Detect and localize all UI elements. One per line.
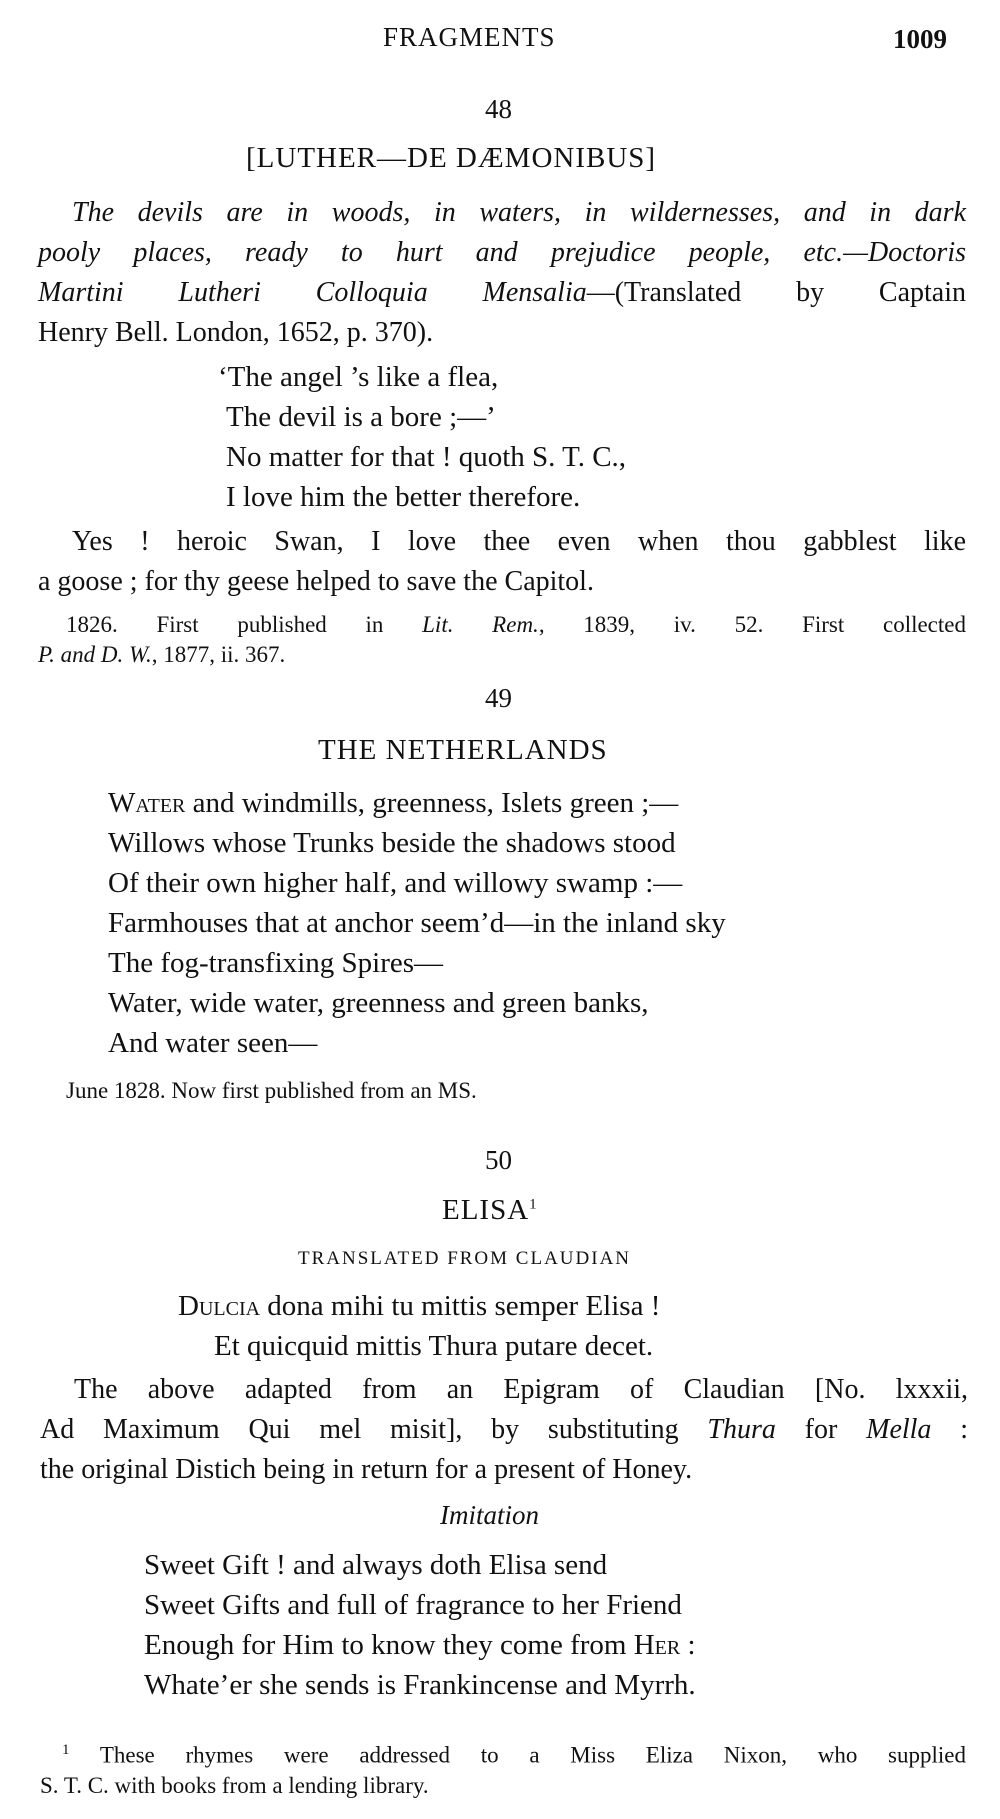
latin-line <box>178 1286 838 1326</box>
fragment-50-imitation <box>144 1545 696 1705</box>
footnote-marker: 1 <box>62 1742 70 1758</box>
verse-line: The fog-transfixing Spires— <box>108 947 444 979</box>
prose-text: for <box>775 1414 867 1445</box>
fragment-49-number: 49 <box>485 683 512 713</box>
verse-text: and windmills, greenness, Islets green ;— <box>185 787 679 819</box>
verse-line: Of their own higher half, and willowy swamp :— <box>108 867 683 899</box>
verse-line: Whate’er she sends is Frankincense and Myrrh. <box>144 1669 696 1701</box>
footnote <box>40 1735 966 1801</box>
fragment-49-note: June 1828. Now first published from an MS. <box>66 1078 477 1103</box>
prose-line <box>40 1410 968 1450</box>
verse-line: And water seen— <box>108 1027 318 1059</box>
prose-italic: Mella <box>866 1414 932 1445</box>
footnote-reference: 1 <box>529 1196 538 1213</box>
verse-line: The devil is a bore ;—’ <box>226 401 496 433</box>
verse-line: Sweet Gift ! and always doth Elisa send <box>144 1549 608 1581</box>
prose-text: Ad Maximum Qui mel misit], by substituting <box>40 1414 708 1445</box>
prose-line: the original Distich being in return for a present of Honey. <box>40 1454 693 1485</box>
fragment-49-verse <box>108 783 726 1063</box>
fragment-50-title <box>442 1194 538 1227</box>
intro-line <box>38 273 966 313</box>
fragment-48-note <box>38 610 966 670</box>
latin-line: Et quicquid mittis Thura putare decet. <box>214 1330 654 1362</box>
verse-line <box>144 1625 696 1665</box>
verse-line: Water, wide water, greenness and green banks, <box>108 987 649 1019</box>
prose-line: Yes ! heroic Swan, I love thee even when thou gabblest like <box>72 526 966 557</box>
note-italic: P. and D. W. <box>38 642 152 667</box>
intro-line-roman: —(Translated by Captain <box>586 277 966 308</box>
fragment-48-prose <box>38 522 966 602</box>
fragment-48-number: 48 <box>485 94 512 124</box>
verse-line: ‘The angel ’s like a flea, <box>218 361 499 393</box>
note-italic: Lit. Rem. <box>422 612 539 637</box>
verse-line: Willows whose Trunks beside the shadows stood <box>108 827 676 859</box>
footnote-line: S. T. C. with books from a lending library. <box>40 1772 429 1798</box>
prose-line: a goose ; for thy geese helped to save the Capitol. <box>38 566 594 597</box>
footnote-text: These rhymes were addressed to a Miss Eliza Nixon, who supplied <box>69 1742 966 1768</box>
fragment-48-title: [LUTHER—DE DÆMONIBUS] <box>246 142 657 174</box>
verse-text: : <box>680 1629 696 1661</box>
note-text: , 1839, iv. 52. First collected <box>538 612 966 637</box>
note-text: , 1877, ii. 367. <box>151 642 286 667</box>
intro-line-italic: Martini Lutheri Colloquia Mensalia <box>38 277 587 308</box>
latin-text: dona mihi tu mittis semper Elisa ! <box>260 1290 661 1322</box>
verse-line: I love him the better therefore. <box>226 481 581 513</box>
note-text: 1826. First published in <box>66 612 423 637</box>
intro-line: The devils are in woods, in waters, in wildernesses, and in dark <box>72 197 966 228</box>
fragment-50-subtitle: TRANSLATED FROM CLAUDIAN <box>298 1248 632 1269</box>
intro-line: pooly places, ready to hurt and prejudice people, etc.—Doctoris <box>38 237 966 268</box>
fragment-50-number: 50 <box>485 1145 512 1175</box>
verse-text: Enough for Him to know they come from <box>144 1629 634 1661</box>
imitation-heading: Imitation <box>440 1500 539 1530</box>
fragment-49-title: THE NETHERLANDS <box>318 734 608 766</box>
verse-first-word: Water <box>108 787 186 819</box>
verse-smallcaps: Her <box>633 1629 681 1661</box>
prose-text: : <box>931 1414 969 1445</box>
note-line <box>38 640 966 670</box>
verse-line: No matter for that ! quoth S. T. C., <box>226 441 627 473</box>
intro-line: Henry Bell. London, 1652, p. 370). <box>38 317 434 348</box>
footnote-line <box>40 1735 966 1771</box>
title-text: ELISA <box>442 1194 530 1226</box>
page-number: 1009 <box>893 24 947 54</box>
verse-line: Sweet Gifts and full of fragrance to her Friend <box>144 1589 682 1621</box>
prose-italic: Thura <box>707 1414 776 1445</box>
fragment-48-verse <box>218 357 627 517</box>
verse-line: Farmhouses that at anchor seem’d—in the inland sky <box>108 907 726 939</box>
note-line <box>38 610 966 640</box>
running-header-title: FRAGMENTS <box>383 22 556 52</box>
fragment-50-prose <box>40 1370 968 1490</box>
fragment-48-intro <box>38 193 966 353</box>
latin-first-word: Dulcia <box>178 1290 261 1322</box>
verse-line <box>108 783 726 823</box>
fragment-50-latin <box>178 1286 838 1366</box>
prose-line: The above adapted from an Epigram of Claudian [No. lxxxii, <box>74 1374 968 1405</box>
